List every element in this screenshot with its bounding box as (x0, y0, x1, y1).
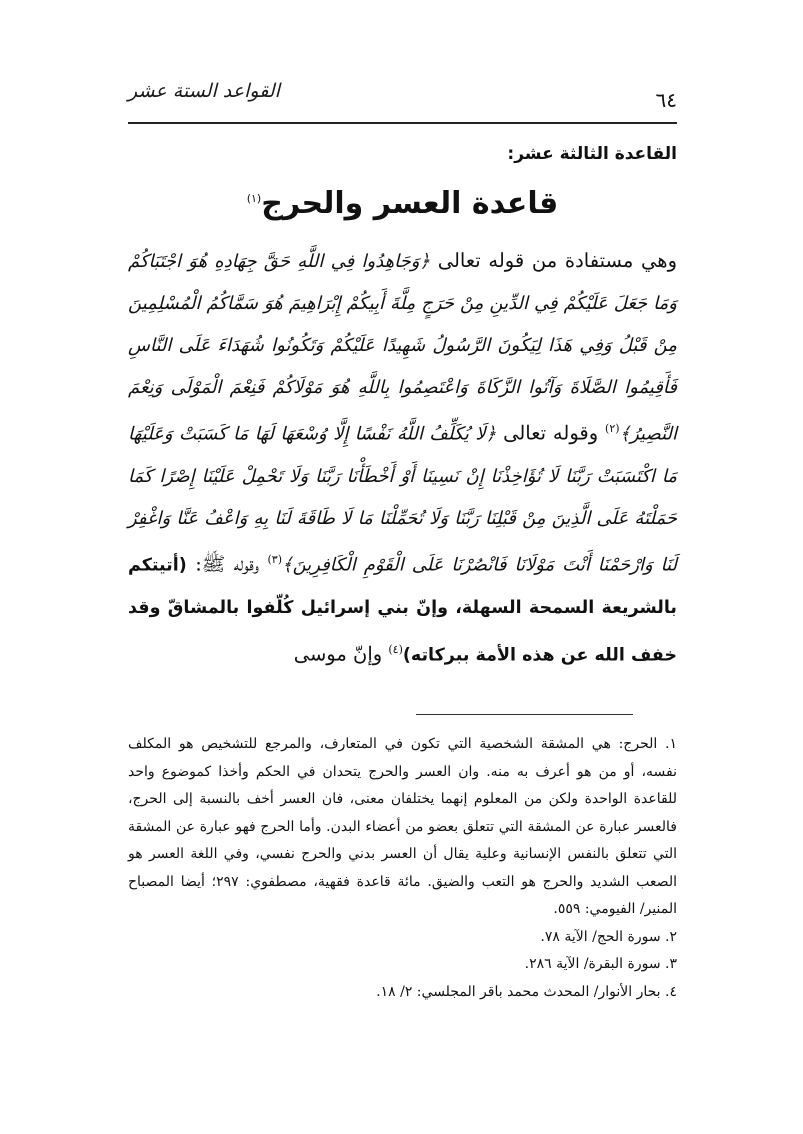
footnote-ref-2: (٢) (605, 422, 620, 435)
header-rule (128, 122, 677, 124)
chapter-title-text: قاعدة العسر والحرج (261, 186, 559, 221)
footnotes (128, 731, 677, 1006)
section-label: القاعدة الثالثة عشر: (507, 144, 677, 164)
hadith-text: (أتيتكم بالشريعة السمحة السهلة، وإنّ بني إسرائيل كُلّفوا بالمشاقّ وقد خفف الله عن هذه الأمة ببركاته) (128, 555, 677, 666)
footnote-4: ٤. بحار الأنوار/ المحدث محمد باقر المجلسي: ٢/ ١٨. (376, 983, 677, 1000)
footnote-ref-3: (٣) (267, 552, 283, 566)
footnote-ref-4: (٤) (388, 643, 403, 656)
running-header (128, 74, 677, 124)
connector-text: وقوله تعالى (503, 421, 599, 445)
footnote-separator (416, 714, 633, 715)
footnote-3: ٣. سورة البقرة/ الآية ٢٨٦. (524, 956, 677, 972)
prophet-intro: وقوله ﷺ: (195, 552, 260, 575)
footnote-1: ١. الحرج: هي المشقة الشخصية التي تكون في المتعارف، والمرجع للتشخيص هو المكلف نفسه، أو من هو أعرف به منه. وان العسر والحرج يتحدان في الحكم وأخذا كموضوع واحد للقاعدة الواحدة ولكن من المعلوم إنهما يختلفان معنى، فان العسر أخف بالنسبة إلى الحرج، فالعسر عبارة عن المشقة التي تتعلق بعضو من أعضاء البدن. وأما الحرج فهو عبارة عن المشقة التي تتعلق بالنفس الإنسانية وعلية يقال أن العسر بدني والحرج نفسي، وفي اللغة العسر هو الصعب الشديد والحرج هو التعب والضيق. مائة قاعدة فقهية، مصطفوي: ٢٩٧؛ أيضا المصباح المنير/ الفيومي: ٥٥٩. (128, 736, 677, 917)
continuation-text: وإنّ موسى (293, 642, 383, 666)
intro-text: وهي مستفادة من قوله تعالى (437, 249, 678, 272)
quran-verse-2: ﴿لَا يُكَلِّفُ اللَّهُ نَفْسًا إِلَّا وُسْعَهَا لَهَا مَا كَسَبَتْ وَعَلَيْهَا مَا اكْتَسَبَتْ رَبَّنَا لَا تُؤَاخِذْنَا إِنْ نَسِينَا أَوْ أَخْطَأْنَا رَبَّنَا وَلَا تَحْمِلْ عَلَيْنَا إِصْرًا كَمَا حَمَلْتَهُ عَلَى الَّذِينَ مِنْ قَبْلِنَا رَبَّنَا وَلَا تُحَمِّلْنَا مَا لَا طَاقَةَ لَنَا بِهِ وَاعْفُ عَنَّا وَاغْفِرْ لَنَا وَارْحَمْنَا أَنْتَ مَوْلَانَا فَانْصُرْنَا عَلَى الْقَوْمِ الْكَافِرِينَ﴾ (128, 423, 678, 575)
page-number: ٦٤ (655, 88, 677, 112)
running-title: القواعد الستة عشر (128, 80, 280, 102)
body-paragraph (128, 240, 677, 677)
body-text (128, 240, 677, 677)
chapter-title (128, 186, 677, 221)
footnote-2: ٢. سورة الحج/ الآية ٧٨. (540, 928, 677, 945)
footnote-ref-1: (١) (246, 192, 262, 205)
quran-verse-1: ﴿وَجَاهِدُوا فِي اللَّهِ حَقَّ جِهَادِهِ هُوَ اجْتَبَاكُمْ وَمَا جَعَلَ عَلَيْكُمْ فِي الدِّينِ مِنْ حَرَجٍ مِلَّةَ أَبِيكُمْ إِبْرَاهِيمَ هُوَ سَمَّاكُمُ الْمُسْلِمِينَ مِنْ قَبْلُ وَفِي هَذَا لِيَكُونَ الرَّسُولُ شَهِيدًا عَلَيْكُمْ وَتَكُونُوا شُهَدَاءَ عَلَى النَّاسِ فَأَقِيمُوا الصَّلَاةَ وَآتُوا الزَّكَاةَ وَاعْتَصِمُوا بِاللَّهِ هُوَ مَوْلَاكُمْ فَنِعْمَ الْمَوْلَى وَنِعْمَ النَّصِيرُ﴾ (128, 251, 677, 445)
